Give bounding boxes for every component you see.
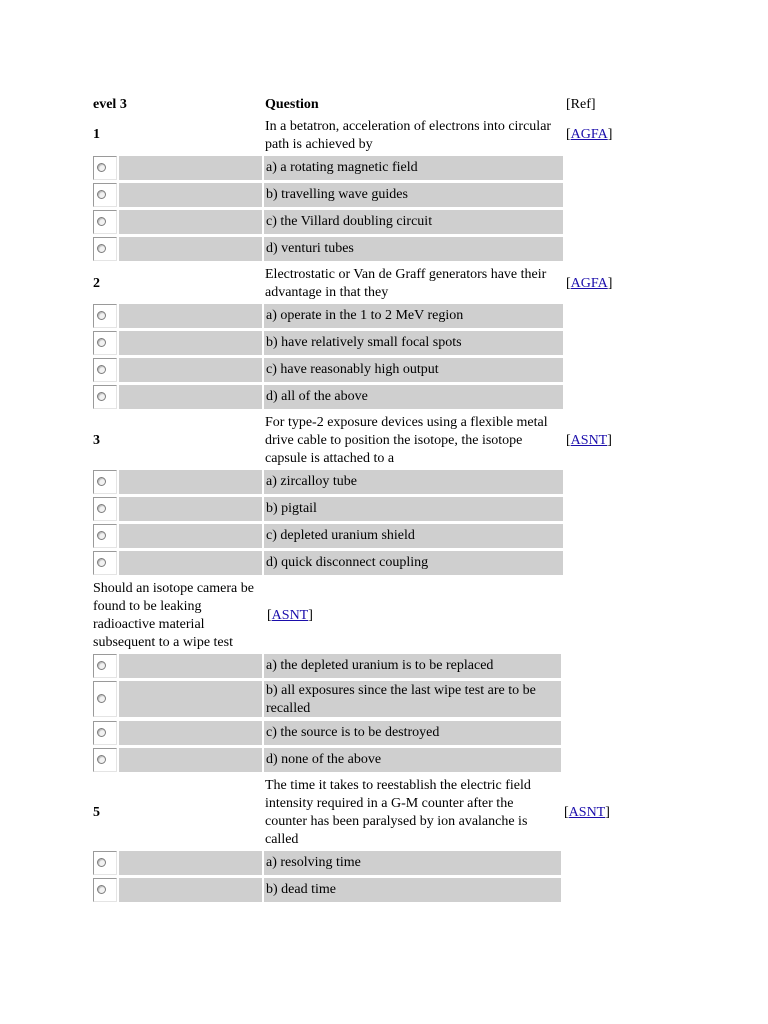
option-spacer (119, 878, 262, 902)
ref-link[interactable]: ASNT (568, 805, 606, 820)
option-spacer (119, 470, 262, 494)
question-column-header: Question (265, 97, 319, 112)
option-spacer (119, 331, 262, 355)
question-number: 2 (93, 276, 100, 291)
option-radio[interactable] (93, 851, 117, 875)
option-spacer (119, 681, 262, 717)
option-spacer (119, 385, 262, 409)
option-spacer (119, 183, 262, 207)
option-spacer (119, 654, 262, 678)
question-text: In a betatron, acceleration of electrons into circular path is achieved by (265, 119, 552, 152)
question-number: 5 (93, 805, 100, 820)
question-number: 3 (93, 433, 100, 448)
ref-link[interactable]: ASNT (271, 608, 309, 623)
question-text: Should an isotope camera be found to be leaking radioactive material subsequent to a wipe test (93, 581, 254, 650)
option-spacer (119, 551, 262, 575)
ref-link[interactable]: AGFA (570, 127, 608, 142)
option-spacer (119, 304, 262, 328)
option-label[interactable]: a) a rotating magnetic field (264, 156, 563, 180)
option-radio[interactable] (93, 358, 117, 382)
option-radio[interactable] (93, 524, 117, 548)
option-label[interactable]: d) quick disconnect coupling (264, 551, 563, 575)
option-spacer (119, 721, 262, 745)
option-label[interactable]: c) have reasonably high output (264, 358, 563, 382)
option-radio[interactable] (93, 183, 117, 207)
option-radio[interactable] (93, 156, 117, 180)
option-radio[interactable] (93, 497, 117, 521)
option-label[interactable]: c) the source is to be destroyed (264, 721, 561, 745)
option-radio[interactable] (93, 654, 117, 678)
option-label[interactable]: a) resolving time (264, 851, 561, 875)
option-label[interactable]: b) dead time (264, 878, 561, 902)
option-label[interactable]: a) operate in the 1 to 2 MeV region (264, 304, 563, 328)
option-label[interactable]: b) have relatively small focal spots (264, 331, 563, 355)
option-radio[interactable] (93, 748, 117, 772)
question-text: The time it takes to reestablish the electric field intensity required in a G-M counter after the counter has been paralysed by ion avalanche is called (265, 778, 531, 847)
option-label[interactable]: a) the depleted uranium is to be replaced (264, 654, 561, 678)
option-label[interactable]: b) travelling wave guides (264, 183, 563, 207)
ref-link[interactable]: AGFA (570, 276, 608, 291)
question-number: 1 (93, 127, 100, 142)
option-spacer (119, 358, 262, 382)
option-label[interactable]: d) all of the above (264, 385, 563, 409)
option-radio[interactable] (93, 210, 117, 234)
question-ref: [ASNT] (564, 805, 610, 820)
ref-column-header: [Ref] (566, 97, 596, 112)
question-ref: [AGFA] (566, 276, 613, 291)
option-label[interactable]: b) pigtail (264, 497, 563, 521)
option-radio[interactable] (93, 721, 117, 745)
option-spacer (119, 748, 262, 772)
question-ref: [AGFA] (566, 127, 613, 142)
option-label[interactable]: c) depleted uranium shield (264, 524, 563, 548)
option-spacer (119, 524, 262, 548)
option-radio[interactable] (93, 237, 117, 261)
option-radio[interactable] (93, 681, 117, 717)
question-ref: [ASNT] (566, 433, 612, 448)
option-label[interactable]: b) all exposures since the last wipe test are to be recalled (264, 681, 561, 717)
option-spacer (119, 851, 262, 875)
option-label[interactable]: a) zircalloy tube (264, 470, 563, 494)
question-text: For type-2 exposure devices using a flexible metal drive cable to position the isotope, the isotope capsule is attached to a (265, 415, 548, 466)
ref-link[interactable]: ASNT (570, 433, 608, 448)
question-text: Electrostatic or Van de Graff generators have their advantage in that they (265, 267, 547, 300)
option-spacer (119, 210, 262, 234)
option-radio[interactable] (93, 878, 117, 902)
level-heading: evel 3 (93, 97, 127, 112)
option-radio[interactable] (93, 304, 117, 328)
option-radio[interactable] (93, 551, 117, 575)
option-radio[interactable] (93, 331, 117, 355)
option-label[interactable]: d) none of the above (264, 748, 561, 772)
option-radio[interactable] (93, 470, 117, 494)
option-radio[interactable] (93, 385, 117, 409)
option-label[interactable]: c) the Villard doubling circuit (264, 210, 563, 234)
option-spacer (119, 156, 262, 180)
option-spacer (119, 237, 262, 261)
question-ref: [ASNT] (267, 608, 313, 623)
option-spacer (119, 497, 262, 521)
option-label[interactable]: d) venturi tubes (264, 237, 563, 261)
